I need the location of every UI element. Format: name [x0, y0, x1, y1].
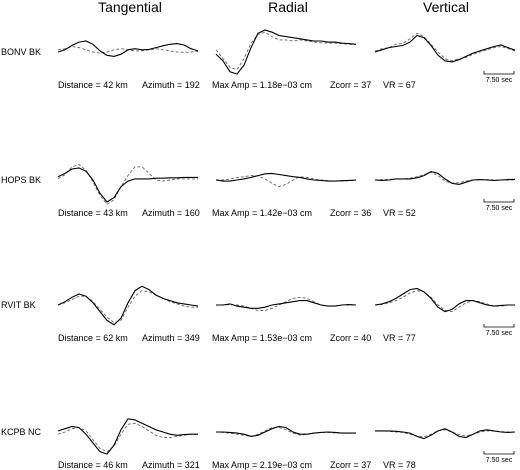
synthetic-trace — [58, 165, 198, 205]
station-rows — [1, 30, 515, 470]
column-title-radial: Radial — [268, 0, 308, 15]
vr-label: VR = 67 — [383, 80, 416, 90]
zcorr-label: Zcorr = 37 — [330, 80, 372, 90]
azimuth-label: Azimuth = 192 — [142, 80, 200, 90]
time-scale-bar — [484, 199, 514, 202]
zcorr-label: Zcorr = 36 — [330, 208, 372, 218]
time-scale-label: 7.50 sec — [485, 457, 513, 464]
synthetic-trace — [375, 291, 515, 312]
observed-trace — [58, 41, 198, 56]
time-scale-label: 7.50 sec — [485, 205, 513, 212]
observed-trace — [216, 173, 356, 181]
max-amp-label: Max Amp = 1.53e−03 cm — [212, 333, 313, 343]
zcorr-label: Zcorr = 37 — [330, 460, 372, 470]
time-scale-label: 7.50 sec — [485, 330, 513, 337]
column-title-vertical: Vertical — [423, 0, 469, 15]
synthetic-trace — [216, 297, 356, 310]
time-scale-bar — [484, 71, 514, 74]
station-row — [1, 30, 515, 90]
distance-label: Distance = 62 km — [58, 333, 128, 343]
vr-label: VR = 52 — [383, 208, 416, 218]
vr-label: VR = 77 — [383, 333, 416, 343]
column-title-tangential: Tangential — [98, 0, 162, 15]
vr-label: VR = 78 — [383, 460, 416, 470]
observed-trace — [216, 30, 356, 74]
observed-trace — [58, 168, 198, 202]
synthetic-trace — [375, 172, 515, 183]
station-label: HOPS BK — [1, 175, 42, 185]
synthetic-trace — [216, 32, 356, 69]
max-amp-label: Max Amp = 2.19e−03 cm — [212, 460, 313, 470]
station-row — [1, 419, 515, 470]
time-scale-label: 7.50 sec — [485, 77, 513, 84]
distance-label: Distance = 42 km — [58, 80, 128, 90]
distance-label: Distance = 46 km — [58, 460, 128, 470]
observed-trace — [58, 286, 198, 325]
observed-trace — [375, 289, 515, 312]
observed-trace — [216, 427, 356, 437]
max-amp-label: Max Amp = 1.42e−03 cm — [212, 208, 313, 218]
azimuth-label: Azimuth = 349 — [142, 333, 200, 343]
observed-trace — [375, 36, 515, 62]
station-label: KCPB NC — [1, 427, 42, 437]
max-amp-label: Max Amp = 1.18e−03 cm — [212, 80, 313, 90]
station-label: RVIT BK — [1, 300, 36, 310]
station-row — [1, 286, 515, 343]
azimuth-label: Azimuth = 321 — [142, 460, 200, 470]
time-scale-bar — [484, 451, 514, 454]
time-scale-bar — [484, 324, 514, 327]
zcorr-label: Zcorr = 40 — [330, 333, 372, 343]
synthetic-trace — [58, 291, 198, 323]
station-label: BONV BK — [1, 47, 42, 57]
azimuth-label: Azimuth = 160 — [142, 208, 200, 218]
distance-label: Distance = 43 km — [58, 208, 128, 218]
station-row — [1, 165, 515, 218]
observed-trace — [375, 172, 515, 185]
